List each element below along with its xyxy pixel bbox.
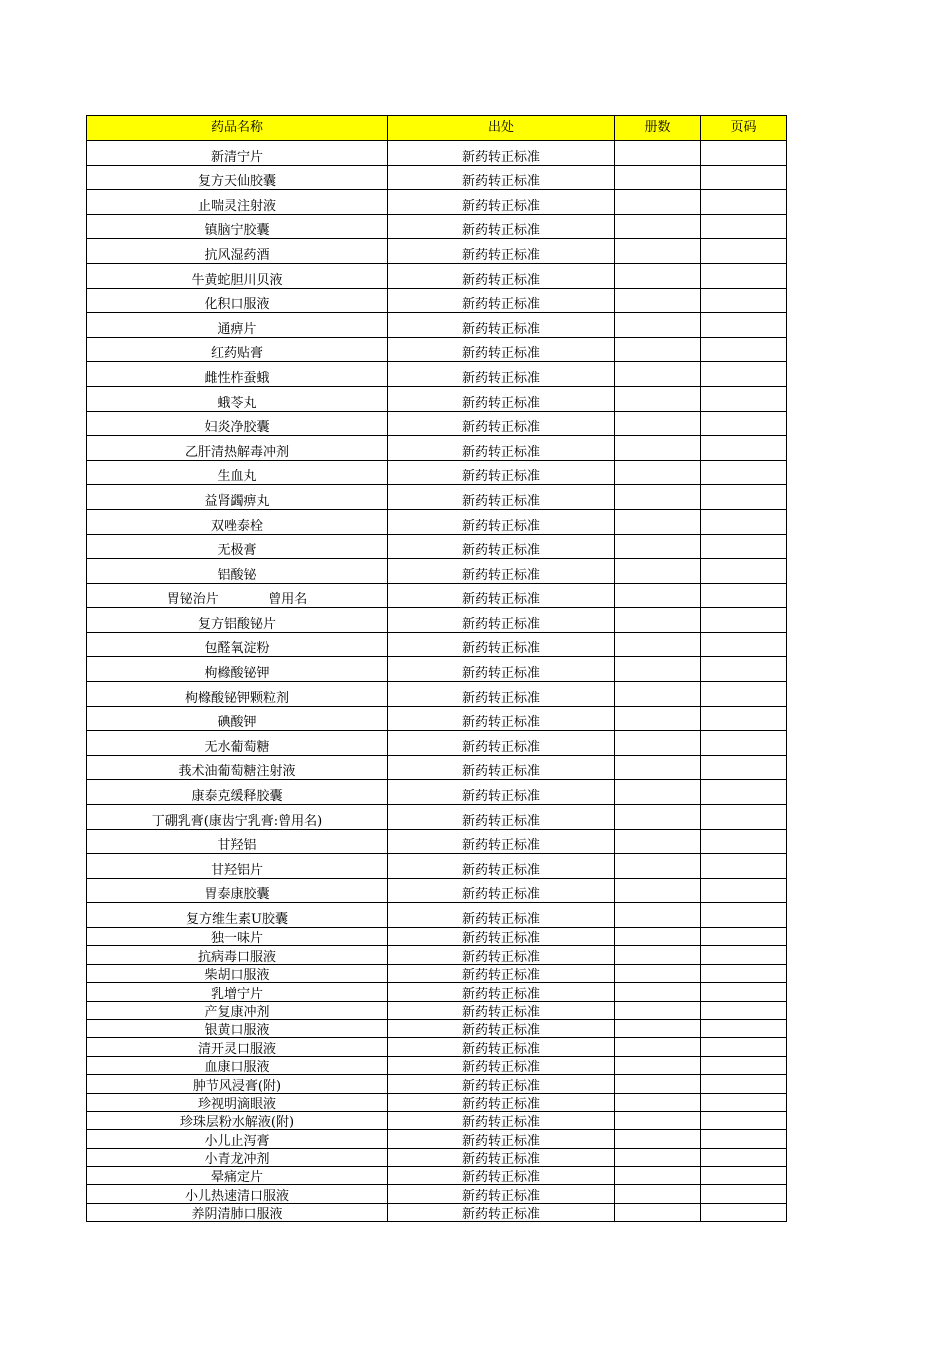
table-row (87, 1019, 787, 1037)
table-row (87, 288, 787, 313)
cell-volume[interactable] (615, 141, 701, 166)
cell-drug-name[interactable]: 胃泰康胶囊 (87, 878, 388, 903)
cell-source[interactable]: 新药转正标准 (388, 829, 615, 854)
cell-source[interactable]: 新药转正标准 (388, 288, 615, 313)
cell-source[interactable]: 新药转正标准 (388, 983, 615, 1001)
table-row (87, 1038, 787, 1056)
cell-page[interactable] (701, 983, 787, 1001)
cell-drug-name[interactable]: 镇脑宁胶囊 (87, 214, 388, 239)
cell-volume[interactable] (615, 1019, 701, 1037)
cell-drug-name[interactable]: 复方维生素U胶囊 (87, 903, 388, 928)
table-row (87, 1111, 787, 1129)
cell-drug-name[interactable]: 红药贴膏 (87, 337, 388, 362)
table-row (87, 362, 787, 387)
cell-source[interactable]: 新药转正标准 (388, 263, 615, 288)
cell-page[interactable] (701, 485, 787, 510)
cell-source[interactable]: 新药转正标准 (388, 780, 615, 805)
cell-page[interactable] (701, 1203, 787, 1221)
cell-drug-name[interactable]: 血康口服液 (87, 1056, 388, 1074)
table-row (87, 436, 787, 461)
cell-page[interactable] (701, 1185, 787, 1203)
cell-drug-name[interactable]: 无极膏 (87, 534, 388, 559)
cell-drug-name[interactable]: 妇炎净胶囊 (87, 411, 388, 436)
cell-volume[interactable] (615, 903, 701, 928)
cell-page[interactable] (701, 1038, 787, 1056)
cell-volume[interactable] (615, 928, 701, 946)
cell-volume[interactable] (615, 755, 701, 780)
table-row (87, 386, 787, 411)
table-row (87, 829, 787, 854)
cell-source[interactable]: 新药转正标准 (388, 1038, 615, 1056)
cell-drug-name[interactable]: 无水葡萄糖 (87, 731, 388, 756)
cell-drug-name[interactable]: 通痹片 (87, 313, 388, 338)
cell-source[interactable]: 新药转正标准 (388, 1056, 615, 1074)
cell-source[interactable]: 新药转正标准 (388, 509, 615, 534)
cell-drug-name[interactable]: 乳增宁片 (87, 983, 388, 1001)
cell-volume[interactable] (615, 805, 701, 830)
cell-drug-name[interactable]: 清开灵口服液 (87, 1038, 388, 1056)
cell-drug-name[interactable]: 甘羟铝 (87, 829, 388, 854)
cell-page[interactable] (701, 141, 787, 166)
cell-volume[interactable] (615, 1038, 701, 1056)
cell-source[interactable]: 新药转正标准 (388, 964, 615, 982)
cell-drug-name[interactable]: 蛾苓丸 (87, 386, 388, 411)
cell-drug-name[interactable]: 复方铝酸铋片 (87, 608, 388, 633)
cell-volume[interactable] (615, 337, 701, 362)
header-drug-name[interactable]: 药品名称 (87, 116, 388, 141)
cell-drug-name[interactable]: 珍珠层粉水解液(附) (87, 1111, 388, 1129)
table-row (87, 190, 787, 215)
cell-page[interactable] (701, 706, 787, 731)
table-row (87, 509, 787, 534)
cell-source[interactable]: 新药转正标准 (388, 706, 615, 731)
cell-drug-name[interactable]: 晕痛定片 (87, 1167, 388, 1185)
cell-drug-name[interactable]: 养阴清肺口服液 (87, 1203, 388, 1221)
cell-page[interactable] (701, 1130, 787, 1148)
cell-source[interactable]: 新药转正标准 (388, 460, 615, 485)
table-row (87, 964, 787, 982)
cell-page[interactable] (701, 903, 787, 928)
cell-drug-name[interactable]: 铝酸铋 (87, 559, 388, 584)
cell-page[interactable] (701, 214, 787, 239)
cell-volume[interactable] (615, 485, 701, 510)
header-row (87, 116, 787, 141)
cell-volume[interactable] (615, 1167, 701, 1185)
cell-volume[interactable] (615, 583, 701, 608)
table-row (87, 632, 787, 657)
cell-page[interactable] (701, 288, 787, 313)
table-row (87, 1093, 787, 1111)
cell-volume[interactable] (615, 436, 701, 461)
cell-volume[interactable] (615, 878, 701, 903)
cell-source[interactable]: 新药转正标准 (388, 1111, 615, 1129)
table-row (87, 534, 787, 559)
cell-source[interactable]: 新药转正标准 (388, 755, 615, 780)
table-row (87, 313, 787, 338)
cell-source[interactable]: 新药转正标准 (388, 214, 615, 239)
cell-drug-name[interactable]: 乙肝清热解毒冲剂 (87, 436, 388, 461)
cell-page[interactable] (701, 1093, 787, 1111)
table-row (87, 780, 787, 805)
cell-source[interactable]: 新药转正标准 (388, 411, 615, 436)
table-row (87, 608, 787, 633)
cell-source[interactable]: 新药转正标准 (388, 731, 615, 756)
cell-page[interactable] (701, 411, 787, 436)
table-row (87, 583, 787, 608)
cell-page[interactable] (701, 460, 787, 485)
table-row (87, 263, 787, 288)
cell-volume[interactable] (615, 731, 701, 756)
cell-volume[interactable] (615, 313, 701, 338)
header-volume[interactable]: 册数 (615, 116, 701, 141)
cell-page[interactable] (701, 632, 787, 657)
cell-drug-name[interactable]: 小儿热速清口服液 (87, 1185, 388, 1203)
cell-volume[interactable] (615, 534, 701, 559)
cell-source[interactable]: 新药转正标准 (388, 165, 615, 190)
table-row (87, 682, 787, 707)
cell-page[interactable] (701, 1001, 787, 1019)
cell-drug-name[interactable]: 复方天仙胶囊 (87, 165, 388, 190)
cell-source[interactable]: 新药转正标准 (388, 946, 615, 964)
cell-drug-name[interactable]: 产复康冲剂 (87, 1001, 388, 1019)
table-row (87, 854, 787, 879)
cell-drug-name[interactable]: 枸橼酸铋钾颗粒剂 (87, 682, 388, 707)
cell-source[interactable]: 新药转正标准 (388, 1130, 615, 1148)
cell-volume[interactable] (615, 288, 701, 313)
cell-page[interactable] (701, 559, 787, 584)
table-row (87, 878, 787, 903)
cell-volume[interactable] (615, 854, 701, 879)
cell-drug-name[interactable]: 小青龙冲剂 (87, 1148, 388, 1166)
cell-drug-name[interactable]: 生血丸 (87, 460, 388, 485)
cell-volume[interactable] (615, 1111, 701, 1129)
cell-drug-name[interactable]: 抗风湿药酒 (87, 239, 388, 264)
cell-page[interactable] (701, 755, 787, 780)
table-row (87, 165, 787, 190)
cell-volume[interactable] (615, 1075, 701, 1093)
cell-drug-name[interactable]: 莪术油葡萄糖注射液 (87, 755, 388, 780)
cell-page[interactable] (701, 313, 787, 338)
cell-volume[interactable] (615, 239, 701, 264)
cell-source[interactable]: 新药转正标准 (388, 190, 615, 215)
cell-volume[interactable] (615, 1203, 701, 1221)
cell-volume[interactable] (615, 964, 701, 982)
header-page[interactable]: 页码 (701, 116, 787, 141)
cell-page[interactable] (701, 1148, 787, 1166)
cell-source[interactable]: 新药转正标准 (388, 608, 615, 633)
table-row (87, 903, 787, 928)
cell-drug-name[interactable]: 枸橼酸铋钾 (87, 657, 388, 682)
cell-source[interactable]: 新药转正标准 (388, 362, 615, 387)
cell-source[interactable]: 新药转正标准 (388, 878, 615, 903)
table-row (87, 1130, 787, 1148)
cell-source[interactable]: 新药转正标准 (388, 854, 615, 879)
cell-page[interactable] (701, 1167, 787, 1185)
table-row (87, 411, 787, 436)
table-row (87, 485, 787, 510)
cell-volume[interactable] (615, 411, 701, 436)
table-header (87, 116, 787, 141)
cell-drug-name[interactable]: 胃铋治片 曾用名 (87, 583, 388, 608)
cell-page[interactable] (701, 263, 787, 288)
cell-drug-name[interactable]: 独一味片 (87, 928, 388, 946)
cell-source[interactable]: 新药转正标准 (388, 928, 615, 946)
cell-volume[interactable] (615, 632, 701, 657)
cell-page[interactable] (701, 165, 787, 190)
cell-page[interactable] (701, 239, 787, 264)
cell-page[interactable] (701, 731, 787, 756)
cell-volume[interactable] (615, 706, 701, 731)
table-body (87, 141, 787, 1222)
table-row (87, 141, 787, 166)
cell-volume[interactable] (615, 1148, 701, 1166)
cell-volume[interactable] (615, 362, 701, 387)
cell-source[interactable]: 新药转正标准 (388, 1075, 615, 1093)
cell-drug-name[interactable]: 丁硼乳膏(康齿宁乳膏:曾用名) (87, 805, 388, 830)
cell-source[interactable]: 新药转正标准 (388, 1001, 615, 1019)
cell-volume[interactable] (615, 1130, 701, 1148)
table-row (87, 983, 787, 1001)
cell-source[interactable]: 新药转正标准 (388, 1093, 615, 1111)
cell-source[interactable]: 新药转正标准 (388, 534, 615, 559)
cell-page[interactable] (701, 608, 787, 633)
header-source[interactable]: 出处 (388, 116, 615, 141)
cell-volume[interactable] (615, 263, 701, 288)
cell-source[interactable]: 新药转正标准 (388, 141, 615, 166)
cell-page[interactable] (701, 829, 787, 854)
cell-volume[interactable] (615, 657, 701, 682)
cell-drug-name[interactable]: 肿节风浸膏(附) (87, 1075, 388, 1093)
cell-source[interactable]: 新药转正标准 (388, 1185, 615, 1203)
cell-volume[interactable] (615, 682, 701, 707)
table-row (87, 1056, 787, 1074)
table-row (87, 1001, 787, 1019)
cell-drug-name[interactable]: 新清宁片 (87, 141, 388, 166)
table-row (87, 460, 787, 485)
cell-volume[interactable] (615, 780, 701, 805)
cell-page[interactable] (701, 386, 787, 411)
cell-drug-name[interactable]: 柴胡口服液 (87, 964, 388, 982)
table-row (87, 805, 787, 830)
cell-drug-name[interactable]: 银黄口服液 (87, 1019, 388, 1037)
cell-volume[interactable] (615, 1001, 701, 1019)
cell-drug-name[interactable]: 康泰克缓释胶囊 (87, 780, 388, 805)
cell-page[interactable] (701, 509, 787, 534)
cell-page[interactable] (701, 928, 787, 946)
table-row (87, 1185, 787, 1203)
drug-table (86, 115, 787, 1222)
cell-page[interactable] (701, 534, 787, 559)
cell-drug-name[interactable]: 甘羟铝片 (87, 854, 388, 879)
cell-page[interactable] (701, 878, 787, 903)
cell-volume[interactable] (615, 386, 701, 411)
cell-source[interactable]: 新药转正标准 (388, 1167, 615, 1185)
table-row (87, 239, 787, 264)
cell-volume[interactable] (615, 829, 701, 854)
cell-source[interactable]: 新药转正标准 (388, 903, 615, 928)
cell-page[interactable] (701, 854, 787, 879)
cell-drug-name[interactable]: 止喘灵注射液 (87, 190, 388, 215)
table-row (87, 731, 787, 756)
cell-page[interactable] (701, 657, 787, 682)
cell-volume[interactable] (615, 559, 701, 584)
cell-source[interactable]: 新药转正标准 (388, 1203, 615, 1221)
cell-volume[interactable] (615, 1056, 701, 1074)
cell-source[interactable]: 新药转正标准 (388, 682, 615, 707)
cell-page[interactable] (701, 337, 787, 362)
cell-drug-name[interactable]: 益肾蠲痹丸 (87, 485, 388, 510)
cell-volume[interactable] (615, 983, 701, 1001)
cell-drug-name[interactable]: 小儿止泻膏 (87, 1130, 388, 1148)
cell-page[interactable] (701, 1075, 787, 1093)
cell-page[interactable] (701, 780, 787, 805)
cell-page[interactable] (701, 436, 787, 461)
table-row (87, 1075, 787, 1093)
cell-source[interactable]: 新药转正标准 (388, 559, 615, 584)
cell-volume[interactable] (615, 509, 701, 534)
cell-drug-name[interactable]: 化积口服液 (87, 288, 388, 313)
cell-drug-name[interactable]: 包醛氧淀粉 (87, 632, 388, 657)
table-row (87, 1148, 787, 1166)
cell-page[interactable] (701, 805, 787, 830)
cell-source[interactable]: 新药转正标准 (388, 485, 615, 510)
cell-volume[interactable] (615, 190, 701, 215)
cell-source[interactable]: 新药转正标准 (388, 436, 615, 461)
cell-source[interactable]: 新药转正标准 (388, 805, 615, 830)
cell-drug-name[interactable]: 碘酸钾 (87, 706, 388, 731)
table-row (87, 337, 787, 362)
cell-volume[interactable] (615, 214, 701, 239)
cell-volume[interactable] (615, 946, 701, 964)
cell-source[interactable]: 新药转正标准 (388, 1019, 615, 1037)
cell-source[interactable]: 新药转正标准 (388, 337, 615, 362)
table-row (87, 928, 787, 946)
cell-drug-name[interactable]: 牛黄蛇胆川贝液 (87, 263, 388, 288)
cell-page[interactable] (701, 190, 787, 215)
cell-drug-name[interactable]: 双唑泰栓 (87, 509, 388, 534)
table-row (87, 657, 787, 682)
cell-page[interactable] (701, 1056, 787, 1074)
cell-drug-name[interactable]: 抗病毒口服液 (87, 946, 388, 964)
table-row (87, 755, 787, 780)
cell-source[interactable]: 新药转正标准 (388, 313, 615, 338)
table-row (87, 559, 787, 584)
cell-volume[interactable] (615, 460, 701, 485)
cell-page[interactable] (701, 964, 787, 982)
cell-drug-name[interactable]: 珍视明滴眼液 (87, 1093, 388, 1111)
table-row (87, 214, 787, 239)
cell-page[interactable] (701, 682, 787, 707)
table-row (87, 706, 787, 731)
cell-source[interactable]: 新药转正标准 (388, 386, 615, 411)
cell-volume[interactable] (615, 1093, 701, 1111)
cell-volume[interactable] (615, 165, 701, 190)
cell-page[interactable] (701, 1111, 787, 1129)
cell-page[interactable] (701, 362, 787, 387)
table-row (87, 1203, 787, 1221)
cell-source[interactable]: 新药转正标准 (388, 583, 615, 608)
table-row (87, 1167, 787, 1185)
table-row (87, 946, 787, 964)
cell-source[interactable]: 新药转正标准 (388, 239, 615, 264)
cell-volume[interactable] (615, 1185, 701, 1203)
cell-drug-name[interactable]: 雌性柞蚕蛾 (87, 362, 388, 387)
cell-page[interactable] (701, 946, 787, 964)
cell-source[interactable]: 新药转正标准 (388, 632, 615, 657)
cell-source[interactable]: 新药转正标准 (388, 1148, 615, 1166)
cell-volume[interactable] (615, 608, 701, 633)
cell-page[interactable] (701, 1019, 787, 1037)
cell-source[interactable]: 新药转正标准 (388, 657, 615, 682)
cell-page[interactable] (701, 583, 787, 608)
